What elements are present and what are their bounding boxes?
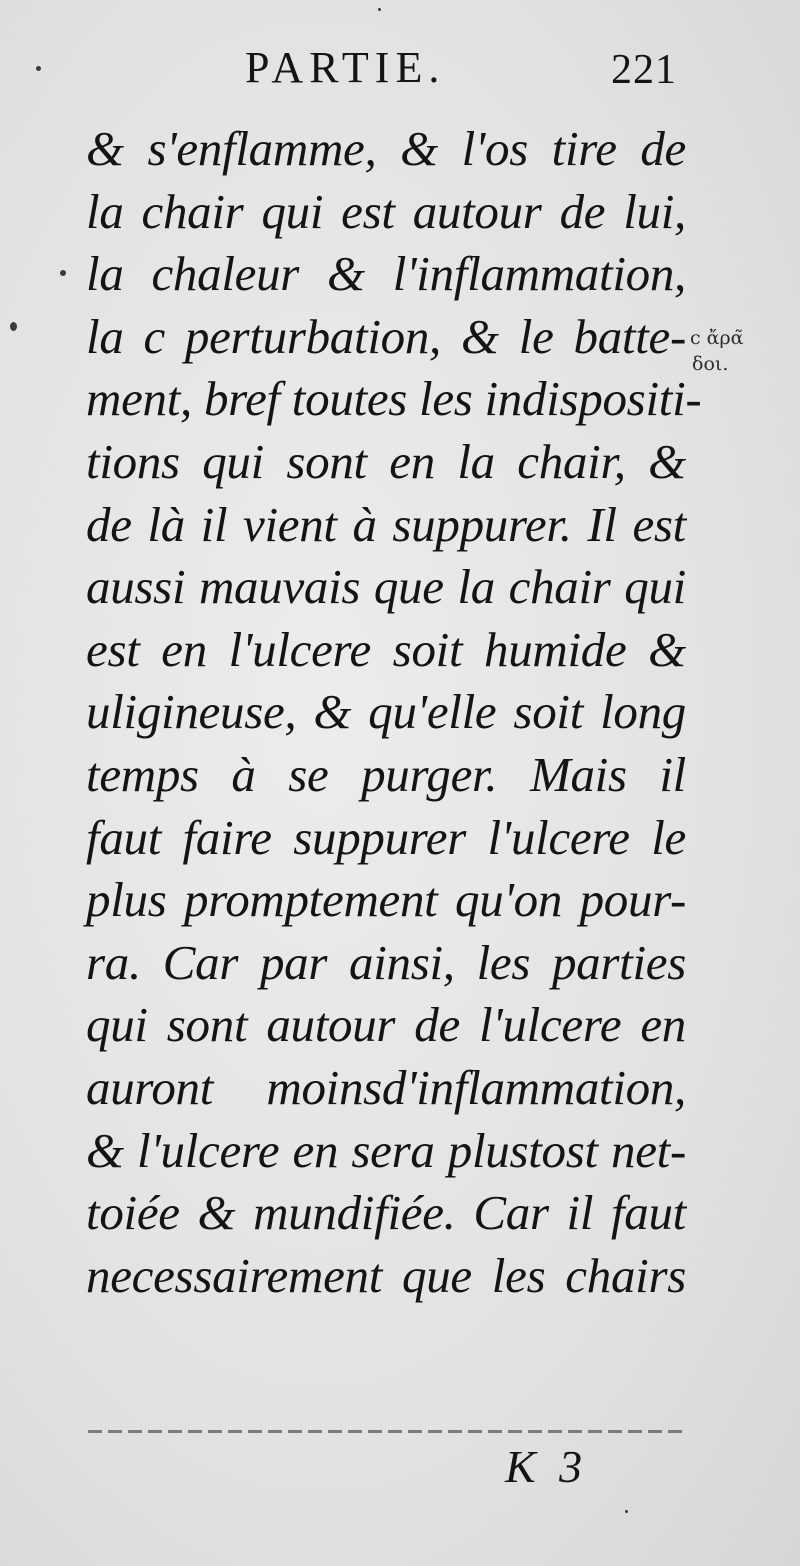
bottom-rule [88,1430,683,1433]
scan-speck [378,8,381,11]
text-line: qui sont autour de l'ulcere en [86,997,686,1053]
scan-speck [10,322,17,331]
text-line: temps à se purger. Mais il [86,746,686,802]
text-line: & l'ulcere en sera plustost net- [86,1122,686,1178]
text-line: est en l'ulcere soit humide & [86,621,686,677]
signature-mark: K 3 [505,1441,589,1492]
body-text [86,118,702,1433]
margin-note-line: δοι. [692,353,729,375]
text-line: & s'enflamme, & l'os tire de [86,121,686,176]
text-line: la chaleur & l'inflammation, [86,246,686,302]
text-line: aussi mauvais que la chair qui [86,559,686,615]
page-number: 221 [611,47,677,93]
scan-speck [625,1510,628,1513]
text-line: ment, bref toutes les indispositi- [86,371,702,427]
text-line: auront moinsd'inflammation, [86,1059,686,1115]
text-line: toiée & mundifiée. Car il faut [86,1185,686,1241]
text-line: ra. Car par ainsi, les parties [86,934,686,990]
page-header [245,42,685,102]
text-line: necessairement que les chairs [86,1247,686,1303]
scan-speck [60,270,66,276]
text-line: tions qui sont en la chair, & [86,433,686,489]
text-line: plus promptement qu'on pour- [86,872,686,928]
text-line: de là il vient à suppurer. Il est [86,496,686,552]
margin-note-line: c ἄρα̃ [690,327,744,349]
text-line: la chair qui est autour de lui, [86,183,686,239]
text-line: faut faire suppurer l'ulcere le [86,809,686,865]
text-line: la c perturbation, & le batte- [86,308,686,364]
scan-speck [36,66,41,71]
text-line: uligineuse, & qu'elle soit long [86,684,686,740]
running-title: PARTIE. [245,43,446,92]
margin-note [690,325,790,377]
